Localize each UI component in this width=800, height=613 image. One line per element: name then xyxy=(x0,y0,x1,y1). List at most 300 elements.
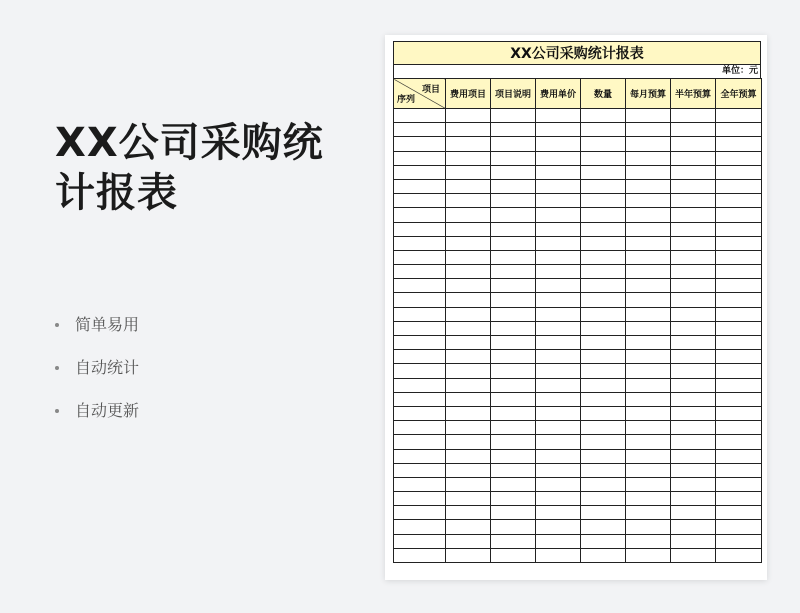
table-cell xyxy=(491,194,536,208)
table-cell xyxy=(536,109,581,123)
table-row xyxy=(394,279,762,293)
diagonal-header-cell xyxy=(394,79,446,109)
table-cell xyxy=(671,534,716,548)
table-cell xyxy=(394,336,446,350)
table-cell xyxy=(446,109,491,123)
table-cell xyxy=(446,265,491,279)
table-cell xyxy=(536,194,581,208)
table-cell xyxy=(491,109,536,123)
table-cell xyxy=(716,406,762,420)
table-row xyxy=(394,350,762,364)
table-cell xyxy=(716,179,762,193)
table-cell xyxy=(446,336,491,350)
table-cell xyxy=(491,548,536,562)
table-cell xyxy=(536,179,581,193)
table-cell xyxy=(491,506,536,520)
feature-item xyxy=(55,398,139,441)
table-cell xyxy=(491,222,536,236)
table-cell xyxy=(581,151,626,165)
table-cell xyxy=(536,250,581,264)
table-cell xyxy=(446,279,491,293)
table-cell xyxy=(394,321,446,335)
bullet-icon xyxy=(55,323,59,327)
table-cell xyxy=(491,151,536,165)
table-cell xyxy=(446,307,491,321)
table-cell xyxy=(716,321,762,335)
column-header: 全年预算 xyxy=(716,79,762,109)
table-cell xyxy=(581,406,626,420)
table-cell xyxy=(671,307,716,321)
diagonal-header-top: 项目 xyxy=(421,85,440,95)
table-cell xyxy=(671,520,716,534)
column-header: 费用单价 xyxy=(536,79,581,109)
table-cell xyxy=(671,336,716,350)
table-cell xyxy=(671,250,716,264)
table-body xyxy=(394,109,762,563)
table-cell xyxy=(581,321,626,335)
table-cell xyxy=(671,109,716,123)
table-cell xyxy=(446,392,491,406)
column-header: 项目说明 xyxy=(491,79,536,109)
diagonal-header-bottom: 序列 xyxy=(397,95,416,105)
table-cell xyxy=(491,406,536,420)
table-cell xyxy=(446,321,491,335)
table-cell xyxy=(536,123,581,137)
table-cell xyxy=(536,421,581,435)
table-cell xyxy=(446,506,491,520)
table-cell xyxy=(536,548,581,562)
table-cell xyxy=(394,492,446,506)
table-row xyxy=(394,293,762,307)
table-cell xyxy=(626,406,671,420)
feature-item xyxy=(55,312,139,355)
table-cell xyxy=(394,534,446,548)
table-cell xyxy=(394,307,446,321)
table-cell xyxy=(581,279,626,293)
table-cell xyxy=(581,492,626,506)
table-cell xyxy=(394,151,446,165)
table-cell xyxy=(536,477,581,491)
table-cell xyxy=(536,165,581,179)
table-cell xyxy=(491,265,536,279)
table-cell xyxy=(491,534,536,548)
table-cell xyxy=(671,421,716,435)
table-row xyxy=(394,236,762,250)
data-table xyxy=(393,78,762,563)
table-cell xyxy=(536,236,581,250)
table-row xyxy=(394,222,762,236)
table-cell xyxy=(626,321,671,335)
table-cell xyxy=(491,293,536,307)
table-cell xyxy=(536,364,581,378)
table-cell xyxy=(446,463,491,477)
column-header: 半年预算 xyxy=(671,79,716,109)
table-cell xyxy=(394,109,446,123)
table-cell xyxy=(581,435,626,449)
table-cell xyxy=(671,279,716,293)
sheet-title: XX公司采购统计报表 xyxy=(393,41,761,65)
table-cell xyxy=(581,165,626,179)
table-cell xyxy=(446,421,491,435)
feature-label: 自动更新 xyxy=(75,401,140,420)
table-cell xyxy=(394,236,446,250)
table-cell xyxy=(491,336,536,350)
table-cell xyxy=(716,109,762,123)
table-cell xyxy=(716,194,762,208)
table-row xyxy=(394,364,762,378)
table-cell xyxy=(446,236,491,250)
table-cell xyxy=(536,534,581,548)
table-cell xyxy=(671,449,716,463)
table-cell xyxy=(671,265,716,279)
table-cell xyxy=(536,435,581,449)
table-cell xyxy=(716,421,762,435)
table-cell xyxy=(394,208,446,222)
table-cell xyxy=(446,350,491,364)
table-cell xyxy=(536,265,581,279)
table-cell xyxy=(581,137,626,151)
table-cell xyxy=(581,548,626,562)
table-cell xyxy=(394,548,446,562)
table-cell xyxy=(446,123,491,137)
table-row xyxy=(394,463,762,477)
table-cell xyxy=(581,378,626,392)
table-cell xyxy=(536,321,581,335)
table-cell xyxy=(394,406,446,420)
table-cell xyxy=(581,350,626,364)
table-cell xyxy=(671,194,716,208)
table-cell xyxy=(671,293,716,307)
table-cell xyxy=(536,208,581,222)
table-cell xyxy=(581,236,626,250)
table-cell xyxy=(626,477,671,491)
table-cell xyxy=(581,222,626,236)
table-cell xyxy=(626,378,671,392)
table-cell xyxy=(491,449,536,463)
table-cell xyxy=(626,208,671,222)
table-cell xyxy=(446,364,491,378)
table-cell xyxy=(671,165,716,179)
table-cell xyxy=(671,378,716,392)
table-cell xyxy=(671,463,716,477)
table-cell xyxy=(491,435,536,449)
table-cell xyxy=(671,492,716,506)
table-cell xyxy=(626,279,671,293)
table-cell xyxy=(716,492,762,506)
column-header: 数量 xyxy=(581,79,626,109)
table-row xyxy=(394,449,762,463)
table-cell xyxy=(626,179,671,193)
table-cell xyxy=(536,293,581,307)
table-cell xyxy=(581,364,626,378)
table-cell xyxy=(581,250,626,264)
table-cell xyxy=(716,279,762,293)
table-cell xyxy=(491,179,536,193)
table-row xyxy=(394,321,762,335)
table-cell xyxy=(394,435,446,449)
table-cell xyxy=(446,534,491,548)
table-row xyxy=(394,137,762,151)
table-row xyxy=(394,336,762,350)
table-cell xyxy=(716,336,762,350)
table-cell xyxy=(536,378,581,392)
table-cell xyxy=(491,492,536,506)
table-row xyxy=(394,179,762,193)
table-cell xyxy=(716,151,762,165)
table-cell xyxy=(671,321,716,335)
table-cell xyxy=(491,477,536,491)
table-cell xyxy=(581,421,626,435)
table-cell xyxy=(394,421,446,435)
table-cell xyxy=(536,406,581,420)
table-cell xyxy=(446,250,491,264)
table-cell xyxy=(716,123,762,137)
table-cell xyxy=(446,222,491,236)
table-cell xyxy=(716,250,762,264)
table-cell xyxy=(394,279,446,293)
table-row xyxy=(394,378,762,392)
table-cell xyxy=(626,236,671,250)
table-cell xyxy=(716,293,762,307)
table-cell xyxy=(394,449,446,463)
table-cell xyxy=(446,435,491,449)
table-cell xyxy=(446,137,491,151)
table-cell xyxy=(536,307,581,321)
table-cell xyxy=(581,208,626,222)
table-cell xyxy=(394,265,446,279)
table-cell xyxy=(581,336,626,350)
table-cell xyxy=(671,506,716,520)
table-row xyxy=(394,506,762,520)
table-cell xyxy=(394,250,446,264)
table-cell xyxy=(394,350,446,364)
table-cell xyxy=(581,265,626,279)
table-cell xyxy=(446,548,491,562)
table-cell xyxy=(581,477,626,491)
table-row xyxy=(394,534,762,548)
table-cell xyxy=(491,364,536,378)
column-header: 费用项目 xyxy=(446,79,491,109)
table-cell xyxy=(626,222,671,236)
table-cell xyxy=(716,463,762,477)
table-row xyxy=(394,250,762,264)
table-cell xyxy=(626,151,671,165)
table-cell xyxy=(491,208,536,222)
table-cell xyxy=(394,392,446,406)
table-cell xyxy=(671,477,716,491)
table-cell xyxy=(626,392,671,406)
table-cell xyxy=(671,364,716,378)
table-cell xyxy=(536,392,581,406)
table-cell xyxy=(581,534,626,548)
table-cell xyxy=(626,435,671,449)
feature-label: 简单易用 xyxy=(75,315,140,334)
table-cell xyxy=(716,378,762,392)
table-cell xyxy=(671,222,716,236)
table-cell xyxy=(626,463,671,477)
table-cell xyxy=(626,364,671,378)
table-cell xyxy=(716,548,762,562)
table-cell xyxy=(671,236,716,250)
table-cell xyxy=(446,406,491,420)
table-cell xyxy=(446,165,491,179)
table-cell xyxy=(626,307,671,321)
table-cell xyxy=(671,179,716,193)
table-cell xyxy=(716,534,762,548)
table-cell xyxy=(491,250,536,264)
table-cell xyxy=(671,435,716,449)
table-cell xyxy=(581,392,626,406)
table-cell xyxy=(536,279,581,293)
table-cell xyxy=(671,137,716,151)
table-cell xyxy=(671,208,716,222)
table-cell xyxy=(394,222,446,236)
unit-label: 单位：元 xyxy=(393,65,761,78)
table-cell xyxy=(626,293,671,307)
table-cell xyxy=(394,378,446,392)
table-cell xyxy=(626,421,671,435)
table-cell xyxy=(671,548,716,562)
table-cell xyxy=(536,222,581,236)
table-cell xyxy=(394,520,446,534)
table-cell xyxy=(626,520,671,534)
table-cell xyxy=(581,179,626,193)
table-cell xyxy=(716,222,762,236)
table-cell xyxy=(491,520,536,534)
table-row xyxy=(394,477,762,491)
table-cell xyxy=(626,350,671,364)
table-cell xyxy=(446,449,491,463)
table-cell xyxy=(394,137,446,151)
table-cell xyxy=(581,293,626,307)
table-cell xyxy=(394,123,446,137)
table-cell xyxy=(446,208,491,222)
table-row xyxy=(394,435,762,449)
table-row xyxy=(394,151,762,165)
table-cell xyxy=(581,506,626,520)
table-cell xyxy=(491,307,536,321)
table-cell xyxy=(716,265,762,279)
table-cell xyxy=(536,520,581,534)
table-cell xyxy=(671,123,716,137)
table-cell xyxy=(446,151,491,165)
table-cell xyxy=(716,165,762,179)
table-cell xyxy=(491,123,536,137)
table-cell xyxy=(626,250,671,264)
table-cell xyxy=(536,151,581,165)
table-cell xyxy=(626,506,671,520)
table-cell xyxy=(716,236,762,250)
table-cell xyxy=(716,392,762,406)
table-cell xyxy=(446,492,491,506)
table-cell xyxy=(491,421,536,435)
table-cell xyxy=(716,307,762,321)
page-title: XX公司采购统计报表 xyxy=(55,120,324,216)
table-cell xyxy=(394,463,446,477)
table-cell xyxy=(716,520,762,534)
table-cell xyxy=(394,364,446,378)
table-cell xyxy=(536,463,581,477)
table-cell xyxy=(716,137,762,151)
table-cell xyxy=(716,208,762,222)
feature-item xyxy=(55,355,139,398)
table-row xyxy=(394,109,762,123)
spreadsheet-preview xyxy=(385,35,767,580)
table-cell xyxy=(394,506,446,520)
table-cell xyxy=(626,265,671,279)
table-cell xyxy=(581,194,626,208)
table-cell xyxy=(626,336,671,350)
table-row xyxy=(394,194,762,208)
table-cell xyxy=(536,506,581,520)
table-cell xyxy=(536,137,581,151)
table-row xyxy=(394,392,762,406)
table-cell xyxy=(716,449,762,463)
table-cell xyxy=(446,477,491,491)
table-cell xyxy=(491,165,536,179)
table-cell xyxy=(626,449,671,463)
column-header: 每月预算 xyxy=(626,79,671,109)
table-cell xyxy=(626,492,671,506)
table-cell xyxy=(716,506,762,520)
table-cell xyxy=(446,179,491,193)
bullet-icon xyxy=(55,366,59,370)
table-cell xyxy=(394,293,446,307)
table-row xyxy=(394,265,762,279)
table-cell xyxy=(491,392,536,406)
table-cell xyxy=(536,336,581,350)
table-row xyxy=(394,421,762,435)
table-cell xyxy=(446,293,491,307)
table-cell xyxy=(671,350,716,364)
table-cell xyxy=(394,179,446,193)
table-cell xyxy=(581,463,626,477)
table-cell xyxy=(581,449,626,463)
feature-label: 自动统计 xyxy=(75,358,140,377)
table-cell xyxy=(581,520,626,534)
table-cell xyxy=(626,109,671,123)
table-cell xyxy=(671,151,716,165)
spreadsheet xyxy=(393,41,761,563)
table-cell xyxy=(491,137,536,151)
feature-list xyxy=(55,312,139,441)
table-row xyxy=(394,123,762,137)
header-row xyxy=(394,79,762,109)
table-cell xyxy=(394,165,446,179)
table-cell xyxy=(671,392,716,406)
table-cell xyxy=(581,109,626,123)
table-cell xyxy=(626,194,671,208)
table-cell xyxy=(394,477,446,491)
table-row xyxy=(394,492,762,506)
table-row xyxy=(394,208,762,222)
table-row xyxy=(394,165,762,179)
bullet-icon xyxy=(55,409,59,413)
table-cell xyxy=(446,378,491,392)
table-cell xyxy=(491,350,536,364)
table-row xyxy=(394,406,762,420)
table-cell xyxy=(716,350,762,364)
table-cell xyxy=(491,463,536,477)
table-cell xyxy=(491,321,536,335)
table-cell xyxy=(716,364,762,378)
table-cell xyxy=(581,307,626,321)
table-row xyxy=(394,307,762,321)
table-cell xyxy=(581,123,626,137)
table-cell xyxy=(491,378,536,392)
table-cell xyxy=(491,236,536,250)
table-cell xyxy=(394,194,446,208)
